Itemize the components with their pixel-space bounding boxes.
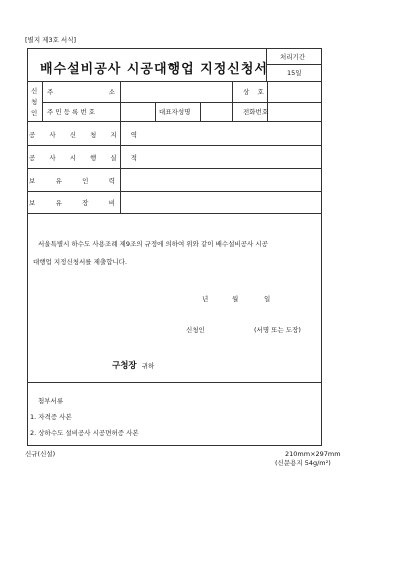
applicant-label-3: 인 xyxy=(31,109,38,117)
addressee-title: 구청장 xyxy=(112,361,137,371)
attachments-heading: 첨부서류 xyxy=(38,397,64,405)
footer-status: 신규(신설) xyxy=(25,450,56,458)
phone-label: 전화번호 xyxy=(243,108,269,116)
rrn-label: 주 민 등 록 번 호 xyxy=(47,108,96,116)
addressee-line xyxy=(112,353,154,372)
personnel-bottom-line xyxy=(27,191,322,192)
date-day-label: 일 xyxy=(264,295,271,303)
date-year-label: 년 xyxy=(202,295,209,303)
applicant-mid-line xyxy=(42,102,322,103)
applicant-label-2: 청 xyxy=(31,98,38,106)
signer-label: 신청인 xyxy=(186,326,205,334)
representative-divider-left xyxy=(155,102,156,121)
equipment-bottom-line xyxy=(27,213,322,214)
applicant-divider xyxy=(42,81,43,121)
form-number-tag: [별지 제3호 서식] xyxy=(25,36,77,44)
construction-record-label: 공 사 시 행 실 적 xyxy=(29,154,144,162)
title-bottom-line xyxy=(27,81,322,82)
label-column-divider xyxy=(120,81,121,121)
footer-paper-size: 210mm×297mm xyxy=(285,450,341,458)
applicant-bottom-line xyxy=(27,121,322,122)
processing-period-value: 15일 xyxy=(287,69,302,77)
declaration-line-2: 대행업 지정신청서를 제출합니다. xyxy=(33,258,128,266)
construction-area-label: 공 사 신 청 지 역 xyxy=(29,131,144,139)
personnel-label: 보 유 인 력 xyxy=(29,177,115,185)
declaration-line-1: 서울특별시 하수도 사용조례 제9조의 규정에 의하여 위와 같이 배수설비공사 시공 xyxy=(38,240,268,248)
representative-divider-right xyxy=(200,102,201,121)
attachment-item-2: 2. 상하수도 설비공사 시공면허증 사본 xyxy=(30,429,139,437)
processing-mid-line xyxy=(266,64,322,65)
representative-name-label: 대표자성명 xyxy=(159,108,191,116)
addressee-suffix: 귀하 xyxy=(141,362,155,370)
record-bottom-line xyxy=(27,168,322,169)
trade-name-label: 상 호 xyxy=(243,88,264,96)
area-bottom-line xyxy=(27,145,322,146)
equipment-label: 보 유 장 비 xyxy=(29,199,115,207)
footer-paper-type: (신문용지 54g/m²) xyxy=(275,459,331,467)
attachments-top-line xyxy=(27,382,322,383)
date-month-label: 월 xyxy=(232,295,239,303)
processing-period-label: 처리기간 xyxy=(280,53,306,61)
address-label: 주 소 xyxy=(47,88,115,96)
attachment-item-1: 1. 자격증 사본 xyxy=(30,413,72,421)
applicant-label-1: 신 xyxy=(31,87,38,95)
trade-name-divider-left xyxy=(232,81,233,121)
signer-signature-hint: (서명 또는 도장) xyxy=(254,326,301,334)
form-title: 배수설비공사 시공대행업 지정신청서 xyxy=(40,62,268,77)
